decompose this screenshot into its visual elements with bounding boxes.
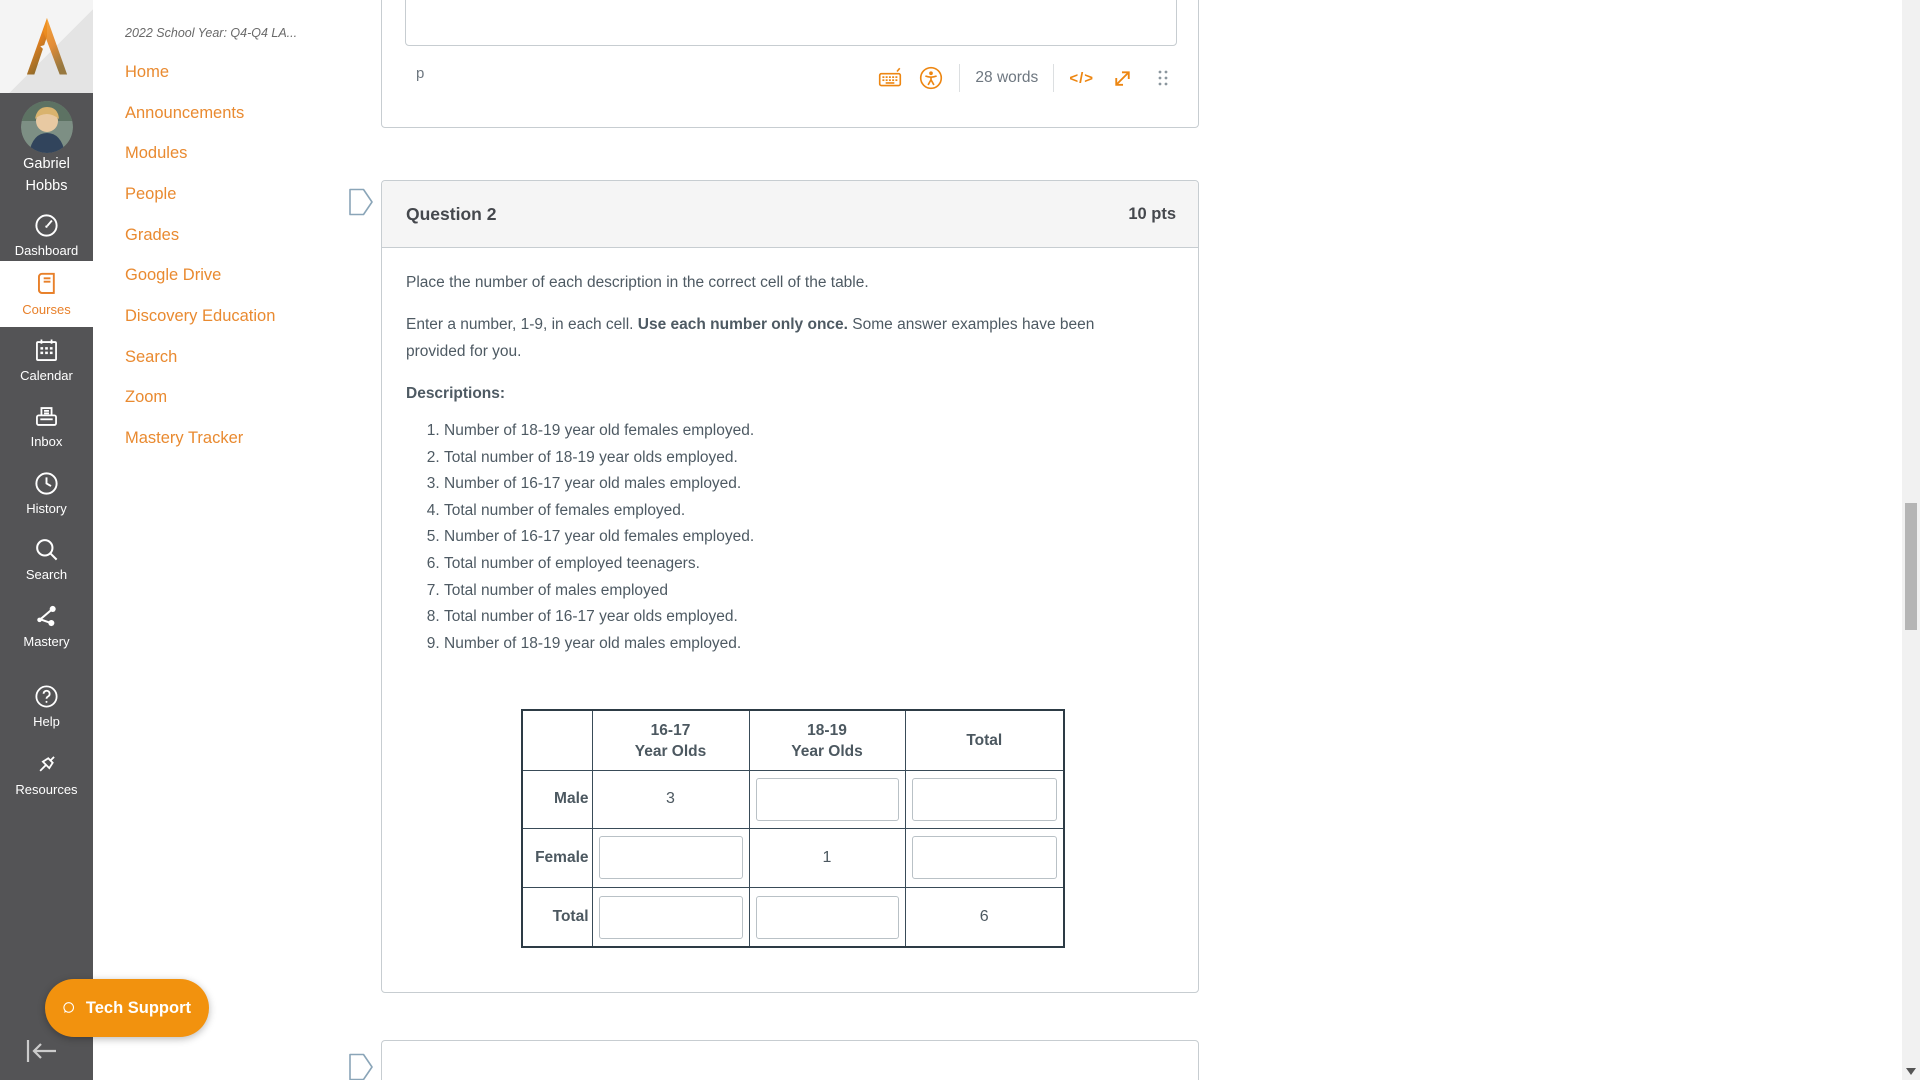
- description-item: 3. Number of 16-17 year old males employed.: [444, 471, 1174, 498]
- school-logo[interactable]: [0, 0, 93, 93]
- cell-female-16-17: [592, 828, 749, 887]
- nav-mastery[interactable]: Mastery: [0, 599, 93, 653]
- editor-card: [381, 0, 1199, 128]
- nav-resources[interactable]: Resources: [0, 746, 93, 802]
- col-header-total: Total: [905, 710, 1064, 770]
- nav-inbox[interactable]: Inbox: [0, 399, 93, 453]
- table-row-total: [522, 887, 1064, 947]
- mastery-network-icon: [33, 603, 60, 630]
- description-item: 8. Total number of 16-17 year olds employed.: [444, 604, 1174, 631]
- question-prompt: Place the number of each description in the correct cell of the table.: [406, 274, 869, 291]
- table-row-male: [522, 770, 1064, 828]
- course-nav-people[interactable]: People: [125, 184, 177, 203]
- chat-bubble-icon: [61, 994, 76, 1022]
- cell-female-total: [905, 828, 1064, 887]
- answer-table: [521, 709, 1065, 948]
- cell-male-16-17: 3: [592, 770, 749, 828]
- collapse-sidebar-button[interactable]: [24, 1036, 60, 1066]
- nav-search[interactable]: Search: [0, 532, 93, 586]
- rich-text-editor-area[interactable]: [405, 0, 1177, 46]
- question-instructions: Enter a number, 1-9, in each cell. Use each number only once. Some answer examples have been provided for you.: [406, 316, 1095, 360]
- answer-input-female-total[interactable]: [912, 836, 1058, 879]
- element-path[interactable]: p: [416, 65, 425, 82]
- course-nav-announcements[interactable]: Announcements: [125, 103, 245, 122]
- descriptions-heading: Descriptions:: [406, 385, 506, 402]
- nav-history[interactable]: History: [0, 466, 93, 520]
- tech-support-button[interactable]: [45, 979, 209, 1037]
- search-icon: [33, 536, 60, 563]
- dashboard-icon: [33, 212, 60, 239]
- statusbar-divider: [959, 64, 960, 92]
- inbox-icon: [33, 403, 60, 430]
- question-title: Question 2: [406, 203, 497, 224]
- editor-status-bar: [382, 53, 1198, 101]
- course-title: 2022 School Year: Q4-Q4 LA...: [125, 26, 298, 40]
- nav-dashboard[interactable]: Dashboard: [0, 208, 93, 262]
- keyboard-shortcuts-icon[interactable]: [877, 65, 903, 91]
- tech-support-label: Tech Support: [85, 998, 191, 1017]
- description-item: 1. Number of 18-19 year old females employed.: [444, 418, 1174, 445]
- cell-total-16-17: [592, 887, 749, 947]
- cell-total-18-19: [749, 887, 905, 947]
- course-links: [125, 52, 375, 459]
- global-nav-sidebar: [0, 0, 93, 1080]
- course-nav-zoom[interactable]: Zoom: [125, 388, 168, 407]
- descriptions-list: [406, 418, 1174, 657]
- row-header-female: Female: [522, 828, 592, 887]
- courses-icon: [33, 271, 60, 298]
- user-first-name: Gabriel: [23, 156, 70, 172]
- scrollbar-down-arrow-icon[interactable]: [1906, 1068, 1916, 1075]
- course-nav-home[interactable]: Home: [125, 62, 170, 81]
- description-item: 4. Total number of females employed.: [444, 498, 1174, 525]
- history-clock-icon: [33, 470, 60, 497]
- answer-input-female-16-17[interactable]: [599, 836, 743, 879]
- question-card: [381, 180, 1199, 993]
- question-header: [382, 181, 1198, 248]
- table-header-row: [522, 710, 1064, 770]
- row-header-total: Total: [522, 887, 592, 947]
- accessibility-checker-icon[interactable]: [918, 65, 944, 91]
- course-nav-modules[interactable]: Modules: [125, 144, 188, 163]
- course-nav-grades[interactable]: Grades: [125, 225, 180, 244]
- page-scrollbar[interactable]: [1902, 0, 1920, 1080]
- question-points: 10 pts: [1128, 204, 1176, 223]
- nav-help[interactable]: Help: [0, 679, 93, 733]
- course-nav-mastery-tracker[interactable]: Mastery Tracker: [125, 429, 244, 448]
- table-corner-cell: [522, 710, 592, 770]
- description-item: 6. Total number of employed teenagers.: [444, 551, 1174, 578]
- nav-courses[interactable]: Courses: [0, 261, 93, 327]
- col-header-16-17: 16-17 Year Olds: [592, 710, 749, 770]
- resize-editor-icon[interactable]: [1109, 65, 1135, 91]
- question-flag-icon[interactable]: [348, 188, 374, 216]
- course-nav-google-drive[interactable]: Google Drive: [125, 266, 222, 285]
- statusbar-divider: [1053, 64, 1054, 92]
- question-body: [382, 248, 1198, 948]
- collapse-arrow-icon: [24, 1036, 60, 1066]
- course-nav-discovery-education[interactable]: Discovery Education: [125, 306, 276, 325]
- row-header-male: Male: [522, 770, 592, 828]
- cell-total-total: 6: [905, 887, 1064, 947]
- resources-pin-icon: [33, 751, 60, 778]
- user-last-name: Hobbs: [25, 178, 68, 194]
- drag-handle-icon[interactable]: [1150, 65, 1176, 91]
- nav-calendar[interactable]: Calendar: [0, 333, 93, 387]
- question-flag-icon[interactable]: [348, 1053, 374, 1080]
- calendar-icon: [33, 337, 60, 364]
- logo-a-icon: [12, 9, 82, 85]
- answer-input-male-18-19[interactable]: [756, 778, 899, 821]
- answer-input-male-total[interactable]: [912, 778, 1058, 821]
- description-item: 7. Total number of males employed: [444, 578, 1174, 605]
- answer-input-total-16-17[interactable]: [599, 896, 743, 939]
- html-editor-button[interactable]: </>: [1069, 69, 1094, 87]
- avatar: [21, 101, 73, 153]
- course-nav: [93, 0, 383, 1080]
- description-item: 9. Number of 18-19 year old males employed.: [444, 631, 1174, 658]
- cell-male-18-19: [749, 770, 905, 828]
- course-nav-search[interactable]: Search: [125, 347, 178, 366]
- next-question-card: [381, 1040, 1199, 1080]
- answer-input-total-18-19[interactable]: [756, 896, 899, 939]
- table-row-female: [522, 828, 1064, 887]
- description-item: 2. Total number of 18-19 year olds employed.: [444, 445, 1174, 472]
- scrollbar-thumb[interactable]: [1905, 503, 1917, 630]
- user-profile[interactable]: [0, 101, 93, 197]
- word-count[interactable]: 28 words: [975, 69, 1039, 86]
- description-item: 5. Number of 16-17 year old females employed.: [444, 524, 1174, 551]
- col-header-18-19: 18-19 Year Olds: [749, 710, 905, 770]
- cell-female-18-19: 1: [749, 828, 905, 887]
- help-icon: [33, 683, 60, 710]
- cell-male-total: [905, 770, 1064, 828]
